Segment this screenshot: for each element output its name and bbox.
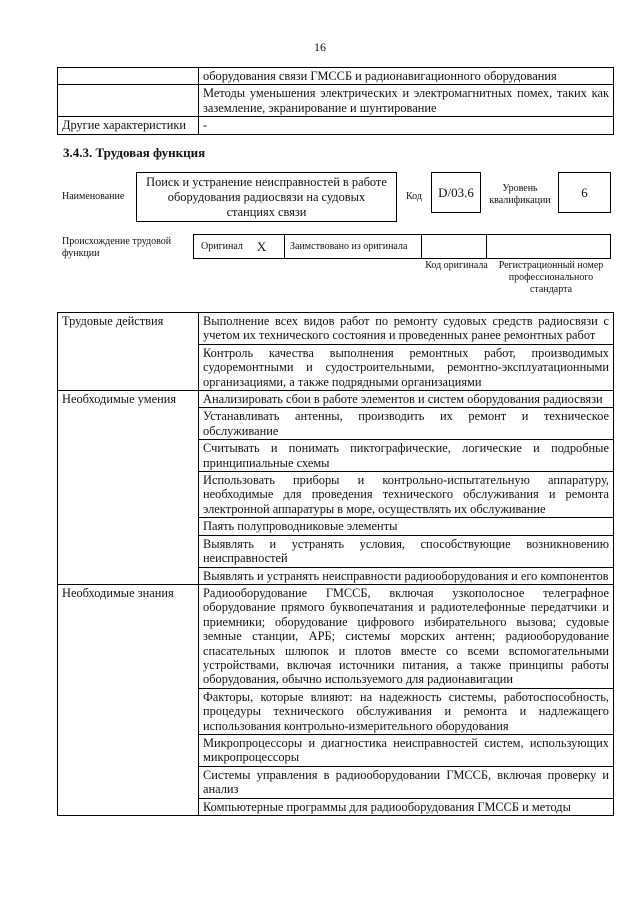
- table-row: [58, 584, 614, 688]
- section-item: Выявлять и устранять неисправности радиооборудования и его компонентов: [199, 567, 614, 584]
- level-value: 6: [558, 172, 611, 213]
- section-item: Микропроцессоры и диагностика неисправностей систем, использующих микропроцессоры: [199, 734, 614, 766]
- table-row: [58, 313, 614, 345]
- section-item: Использовать приборы и контрольно-испытательную аппаратуру, необходимые для проведения технического обслуживания и ремонта электронной аппаратуры в море, осуществлять их обслуживание: [199, 472, 614, 518]
- function-code-value: D/03.6: [431, 172, 481, 213]
- section-item: Анализировать сбои в работе элементов и систем оборудования радиосвязи: [199, 391, 614, 408]
- section-item: Радиооборудование ГМССБ, включая узкополосное телеграфное оборудование прямого буквопечатания и радиотелефонные передатчики и приемники; оборудование цифрового избирательного вызова; судовые земные станции, АРБ; системы морских антенн; радиооборудование спасательных шлюпок и плотов вместе со всеми вспомогательными устройствами, включая источники питания, а также принципы работы оборудования, обычно используемого для радионавигации: [199, 584, 614, 688]
- origin-code-cell: [422, 234, 487, 259]
- reg-number-cell: [487, 234, 611, 259]
- row-text: -: [199, 117, 614, 134]
- original-cell: [193, 234, 285, 259]
- borrowed-cell: [285, 234, 422, 259]
- section-item: Контроль качества выполнения ремонтных работ, производимых судоремонтными и судостроительными, ремонтно-эксплуатационными организациями, а также подрядными организациями: [199, 344, 614, 390]
- function-name-value: Поиск и устранение неисправностей в работе оборудования радиосвязи на судовых станциях связи: [136, 172, 397, 222]
- section-item: Паять полупроводниковые элементы: [199, 518, 614, 535]
- level-label: Уровень квалификации: [489, 183, 551, 206]
- section-item: Системы управления в радиооборудовании ГМССБ, включая проверку и анализ: [199, 766, 614, 798]
- section-item: Компьютерные программы для радиооборудования ГМССБ и методы: [199, 798, 614, 815]
- table-row: [58, 85, 614, 117]
- section-title: Трудовые действия: [58, 313, 199, 391]
- borrowed-label: Заимствовано из оригинала: [290, 241, 408, 252]
- page-number: 16: [314, 40, 326, 54]
- section-title: Необходимые умения: [58, 391, 199, 585]
- section-heading: 3.4.3. Трудовая функция: [63, 145, 206, 160]
- section-title: Необходимые знания: [58, 584, 199, 815]
- table-row: [58, 117, 614, 134]
- row-text: оборудования связи ГМССБ и радионавигационного оборудования: [199, 68, 614, 85]
- section-item: Считывать и понимать пиктографические, логические и подробные принципиальные схемы: [199, 440, 614, 472]
- row-text: Методы уменьшения электрических и электромагнитных помех, таких как заземление, экранирование и шунтирование: [199, 85, 614, 117]
- section-item: Выявлять и устранять условия, способствующие возникновению неисправностей: [199, 535, 614, 567]
- origin-label: Происхождение трудовой функции: [62, 236, 172, 259]
- section-item: Факторы, которые влияют: на надежность системы, работоспособность, процедуры технического обслуживания и ремонта и надлежащего использования контрольно-измерительного оборудования: [199, 688, 614, 734]
- code-label: Код: [406, 191, 422, 202]
- row-label: [58, 85, 199, 117]
- row-label: Другие характеристики: [58, 117, 199, 134]
- name-label: Наименование: [62, 191, 125, 202]
- row-label: [58, 68, 199, 85]
- original-label: Оригинал: [201, 241, 243, 252]
- code-caption: Код оригинала: [425, 260, 488, 271]
- table-row: [58, 68, 614, 85]
- section-item: Выполнение всех видов работ по ремонту судовых средств радиосвязи с учетом их технического состояния и проведенных ранее ремонтных работ: [199, 313, 614, 345]
- section-item: Устанавливать антенны, производить их ремонт и техническое обслуживание: [199, 408, 614, 440]
- origin-row: [193, 234, 611, 259]
- labor-function-table: [57, 312, 614, 816]
- reg-caption: Регистрационный номер профессионального стандарта: [498, 260, 604, 295]
- table-row: [58, 391, 614, 408]
- continued-knowledge-table: [57, 67, 614, 135]
- original-mark: X: [256, 238, 267, 254]
